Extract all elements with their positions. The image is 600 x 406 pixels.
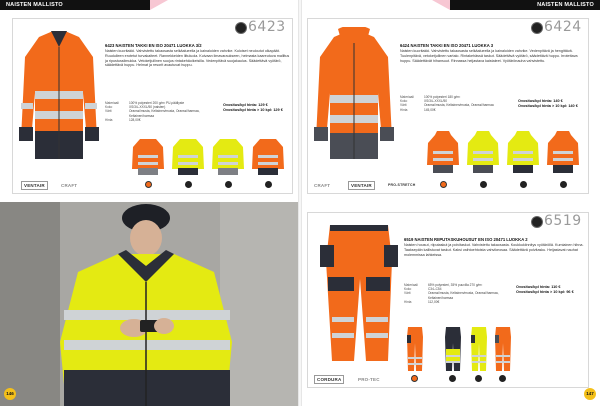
spec-row: Värit Oranssi/musta, Keltainen/musta, Oranssi/harmaa, Keltainen/harmaa	[404, 291, 499, 300]
catalog-badge-icon	[531, 22, 543, 34]
pink-corner-left	[150, 0, 168, 10]
price-bulk: Ovositus/kpl hinta > 10 kpl: 96 €	[516, 290, 574, 294]
variant-yellow-grey	[470, 327, 488, 371]
product-specs	[404, 283, 514, 304]
price-list	[518, 99, 588, 109]
brand-logo-craft: CRAFT	[61, 183, 78, 188]
product-title: 6423 NAISTEN TAKKI EN ISO 20471 LUOKKA 3/2	[105, 43, 202, 48]
spec-row: Hinta 112,00€	[404, 299, 440, 304]
price-single: Ovositus/kpl hinta: 129 €	[223, 103, 268, 107]
page-fold	[298, 0, 302, 406]
spec-row: Koko XS/34–XXXL/50	[400, 99, 448, 104]
variant-orange-grey	[426, 131, 460, 175]
right-page	[300, 0, 600, 406]
price-single: Ovositus/kpl hinta: 140 €	[518, 99, 563, 103]
product-description: Naisten kuoritakki. Vahvistettu takaosasta selkäalueella ja kainaloiden vahvike. Vedenpitävä ja hengittävä. Tuulenpitävä, vetoketjullinen vartalo. Rintakehässä taskut. Säädettävä vyötärö, säädettävä huppu. Irrotettava huppu. Säädettävät hihansuut. Rinnassa heijastava kaistaleet. Vyötärönauha vahvistettu.	[400, 49, 578, 63]
header-right: NAISTEN MALLISTO	[450, 0, 600, 10]
variant-orange-grey	[131, 137, 165, 177]
spec-row: Materiaali 100% polyesteri 200 g/m² PU-päällyste	[105, 101, 185, 105]
spec-row: Koko C34–C54	[404, 287, 442, 292]
spec-row: Hinta 145,00€	[400, 107, 436, 112]
product-specs	[105, 101, 215, 122]
page-number-left: 146	[4, 388, 16, 400]
color-dot	[440, 181, 447, 188]
variant-yellow-grey	[466, 131, 500, 175]
color-dot	[449, 375, 456, 382]
color-dot	[145, 181, 152, 188]
product-card-6424	[307, 18, 589, 194]
brand-logo-protec: PRO-TEC	[358, 377, 380, 382]
product-description: Naisten housut, riiputaskut ja polvitaskut. Vahvistettu takaosasta. Koukkukiinnitys vyötäröllä. Kumiainen hihna. Taaksepäin kallistuvat taskut. Kaksi vaihtoehtoista vahvikeosaa. Säädettävä polvitasku. Heijastavat nauhat molemmissa lahkeissa.	[404, 243, 584, 257]
color-dot	[560, 181, 567, 188]
catalog-badge-icon	[235, 22, 247, 34]
trousers-image-6519	[318, 221, 400, 367]
brand-logo-cordura: CORDURA	[314, 377, 344, 382]
variant-yellow-grey	[211, 137, 245, 177]
price-list	[516, 285, 588, 295]
product-title: 6519 NAISTEN RIIPUTASKUHOUSUT EN ISO 20471 LUOKKA 2	[404, 237, 528, 242]
brand-logo-prostretch: PRO-STRETCH	[388, 183, 416, 187]
jacket-image-6424	[312, 27, 396, 165]
variant-yellow-navy	[506, 131, 540, 175]
product-number: 6424	[544, 19, 582, 35]
product-specs	[400, 95, 510, 112]
spec-row: Hinta 128,00€	[105, 117, 141, 122]
price-list	[223, 103, 293, 113]
product-description: Naisten kuoritakki. Vahvistettu takaosasta selkäalueella ja kainaloiden vahvike. Kuloiset neuloutut olkapäät. Ruudulleen erotetut turvakaiteet. Rannekkeiden liituluola. Kuivaan ilmavaraukseen, helmasta kaareutuva mallitus ja ripustussilmukka. Vetoketjullinen suojus rintakehäoikeisilla. Vedenpitävä suojakaulus. Säädettävä vyötärö, säädettävä huppu. Helmat ja resorit avautuvat huppu.	[105, 49, 290, 68]
product-card-6423	[12, 18, 293, 194]
variant-yellow-navy	[444, 327, 462, 371]
color-dot	[480, 181, 487, 188]
variant-orange-grey	[494, 327, 512, 371]
brand-logo-ventair: VENTAIR	[21, 183, 48, 188]
color-dot	[499, 375, 506, 382]
price-bulk: Ovositus/kpl hinta > 10 kpl: 140 €	[518, 104, 578, 108]
product-title: 6424 NAISTEN TAKKI EN ISO 20471 LUOKKA 3	[400, 43, 494, 48]
brand-logo-ventair: VENTAIR	[348, 183, 375, 188]
color-dot	[185, 181, 192, 188]
variant-orange-navy	[546, 131, 580, 175]
color-dot	[475, 375, 482, 382]
price-bulk: Ovositus/kpl hinta > 10 kpl: 129 €	[223, 108, 283, 112]
color-dot	[225, 181, 232, 188]
pink-corner-right	[432, 0, 450, 10]
variant-orange-navy	[406, 327, 424, 371]
page-number-right: 147	[584, 388, 596, 400]
spec-row: Koko XS/34–XXXL/50 (naisten)	[105, 105, 166, 110]
color-dot	[520, 181, 527, 188]
color-dot	[265, 181, 272, 188]
variant-yellow-navy	[171, 137, 205, 177]
jacket-image-6423	[17, 27, 101, 165]
spec-row: Materiaali 100% polyesteri 180 g/m²	[400, 95, 461, 99]
product-number: 6519	[544, 213, 582, 229]
spec-row: Materiaali 65% polyesteri, 35% puuvilla 270 g/m²	[404, 283, 483, 287]
product-number: 6423	[248, 19, 286, 35]
price-single: Ovositus/kpl hinta: 110 €	[516, 285, 561, 289]
model-photo	[0, 202, 300, 406]
catalog-badge-icon	[531, 216, 543, 228]
spec-row: Värit Oranssi/musta, Keltainen/musta, Oranssi/harmaa, Keltainen/harmaa	[105, 109, 200, 118]
variant-orange-navy	[251, 137, 285, 177]
color-dot	[411, 375, 418, 382]
header-left: NAISTEN MALLISTO	[0, 0, 150, 10]
spec-row: Värit Oranssi/musta, Keltainen/musta, Oranssi/harmaa	[400, 103, 494, 108]
product-card-6519	[307, 212, 589, 388]
brand-logo-craft: CRAFT	[314, 183, 331, 188]
